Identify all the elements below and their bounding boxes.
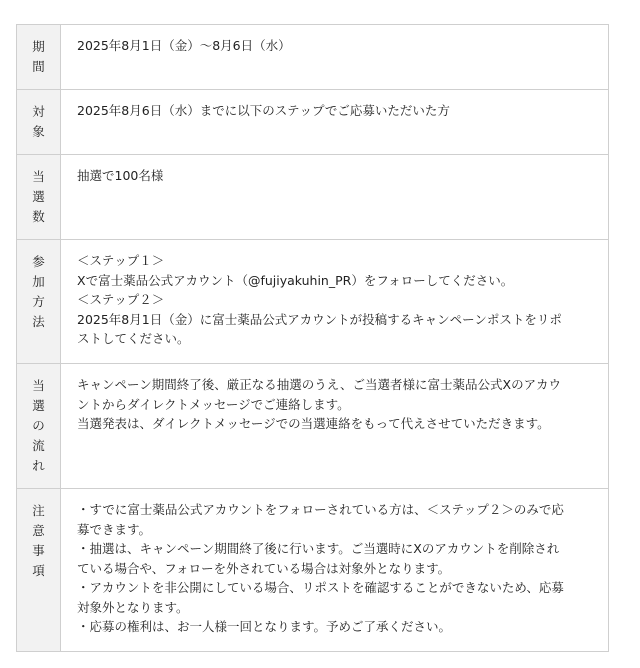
row-label-text: 注意事項 [32,503,45,578]
value-line: ＜ステップ２＞ [77,292,165,307]
value-line: キャンペーン期間終了後、厳正なる抽選のうえ、ご当選者様に富士薬品公式Xのアカウ [77,377,561,392]
row-value-method [61,240,609,364]
row-notes [17,489,609,652]
value-line: ・すでに富士薬品公式アカウントをフォローされている方は、＜ステップ２＞のみで応 [77,502,564,517]
value-line: 2025年8月6日（水）までに以下のステップでご応募いただいた方 [77,103,450,118]
value-line: 当選発表は、ダイレクトメッセージでの当選連絡をもって代えさせていただきます。 [77,416,550,431]
row-label-text: 当選数 [32,169,45,224]
value-line: Xで富士薬品公式アカウント（@fujiyakuhin_PR）をフォローしてください。 [77,272,514,288]
row-value-target [61,90,609,155]
row-label-notes [17,489,61,652]
campaign-info-table [16,24,609,652]
row-label-winners [17,155,61,240]
row-label-method [17,240,61,364]
row-flow [17,364,609,489]
row-value-period [61,25,609,90]
row-target [17,90,609,155]
row-label-text: 対象 [32,104,45,139]
value-line: ・応募の権利は、お一人様一回となります。予めご了承ください。 [77,619,452,634]
row-label-text: 当選の流れ [32,378,45,473]
row-method [17,240,609,364]
value-line: ＜ステップ１＞ [77,253,165,268]
value-line: 抽選で100名様 [77,168,164,183]
row-winners [17,155,609,240]
row-value-flow [61,364,609,489]
row-label-period [17,25,61,90]
row-period [17,25,609,90]
value-line: ストしてください。 [77,331,190,346]
value-line: 募できます。 [77,521,152,537]
value-line: 2025年8月1日（金）～8月6日（水） [77,38,291,53]
row-label-text: 期間 [32,39,45,74]
value-line: ている場合や、フォローを外されている場合は対象外となります。 [77,560,451,576]
row-value-winners [61,155,609,240]
value-line: ・抽選は、キャンペーン期間終了後に行います。ご当選時にXのアカウントを削除され [77,541,560,556]
row-label-flow [17,364,61,489]
value-line: 2025年8月1日（金）に富士薬品公式アカウントが投稿するキャンペーンポストをリポ [77,311,562,327]
row-value-notes [61,489,609,652]
row-label-text: 参加方法 [32,254,45,329]
row-label-target [17,90,61,155]
value-line: ・アカウントを非公開にしている場合、リポストを確認することができないため、応募 [77,580,564,595]
value-line: ントからダイレクトメッセージでご連絡します。 [77,396,350,412]
value-line: 対象外となります。 [77,599,189,615]
